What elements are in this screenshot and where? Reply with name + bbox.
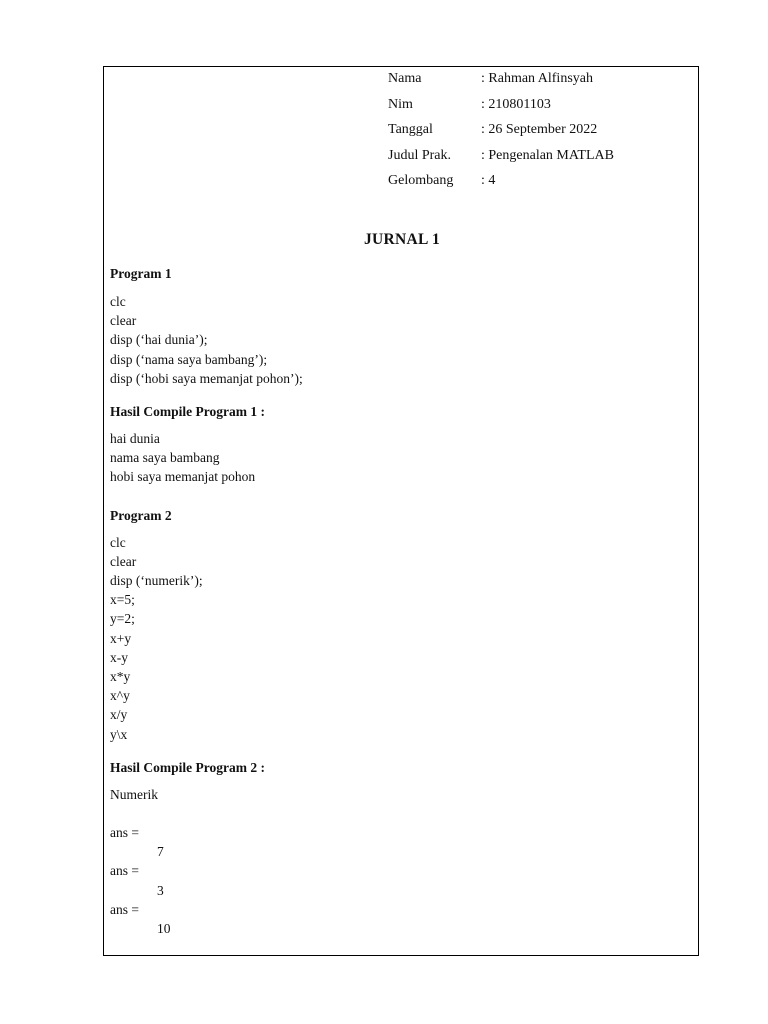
output-line: hai dunia bbox=[110, 431, 160, 447]
ans-label: ans = bbox=[110, 863, 139, 879]
ans-label: ans = bbox=[110, 901, 139, 917]
info-value: : Rahman Alfinsyah bbox=[481, 71, 593, 86]
code-line: x-y bbox=[110, 649, 128, 665]
program-2-code bbox=[110, 533, 303, 744]
program-2-section bbox=[110, 506, 303, 744]
info-value: : 210801103 bbox=[481, 96, 551, 112]
program-2-heading: Program 2 bbox=[110, 507, 172, 523]
code-line: disp (‘hobi saya memanjat pohon’); bbox=[110, 370, 303, 386]
info-label: Gelombang bbox=[388, 173, 454, 188]
info-value: : 26 September 2022 bbox=[481, 122, 598, 137]
code-line: disp (‘nama saya bambang’); bbox=[110, 351, 268, 367]
result-1-output bbox=[110, 429, 303, 487]
code-line: clc bbox=[110, 534, 126, 550]
info-row-nama bbox=[388, 69, 614, 95]
info-value: : Pengenalan MATLAB bbox=[481, 147, 614, 163]
info-label: Nim bbox=[388, 96, 413, 112]
code-line: x^y bbox=[110, 688, 130, 704]
info-label: Nama bbox=[388, 71, 422, 86]
student-info-table bbox=[388, 69, 614, 197]
ans-label: ans = bbox=[110, 825, 139, 841]
code-line: clc bbox=[110, 294, 126, 309]
code-line: x+y bbox=[110, 630, 132, 646]
code-line: disp (‘numerik’); bbox=[110, 573, 203, 589]
info-label: Tanggal bbox=[388, 122, 433, 137]
ans-value: 7 bbox=[157, 844, 164, 860]
code-line: x=5; bbox=[110, 592, 135, 608]
info-row-tanggal bbox=[388, 120, 614, 146]
ans-value: 10 bbox=[157, 921, 171, 937]
journal-content bbox=[110, 264, 303, 938]
ans-value: 3 bbox=[157, 882, 164, 898]
result-2-heading: Hasil Compile Program 2 : bbox=[110, 759, 265, 775]
result-2-output bbox=[110, 785, 303, 938]
info-value: : 4 bbox=[481, 173, 496, 188]
program-1-section bbox=[110, 264, 303, 388]
code-line: x*y bbox=[110, 669, 131, 685]
result-1-heading: Hasil Compile Program 1 : bbox=[110, 404, 265, 420]
info-row-judul bbox=[388, 146, 614, 172]
program-1-heading: Program 1 bbox=[110, 266, 172, 281]
code-line: disp (‘hai dunia’); bbox=[110, 332, 208, 348]
result-2-section bbox=[110, 758, 303, 938]
output-line: nama saya bambang bbox=[110, 450, 220, 466]
output-line: hobi saya memanjat pohon bbox=[110, 469, 256, 485]
program-1-code bbox=[110, 292, 303, 388]
code-line: clear bbox=[110, 553, 137, 569]
page-frame bbox=[103, 66, 699, 956]
result-1-section bbox=[110, 402, 303, 487]
info-row-nim bbox=[388, 95, 614, 121]
code-line: y=2; bbox=[110, 611, 135, 627]
code-line: y\x bbox=[110, 726, 128, 742]
info-row-gelombang bbox=[388, 171, 614, 197]
output-line: Numerik bbox=[110, 786, 158, 802]
page-title: JURNAL 1 bbox=[363, 231, 441, 248]
info-label: Judul Prak. bbox=[388, 147, 451, 163]
code-line: clear bbox=[110, 313, 137, 329]
code-line: x/y bbox=[110, 707, 128, 723]
